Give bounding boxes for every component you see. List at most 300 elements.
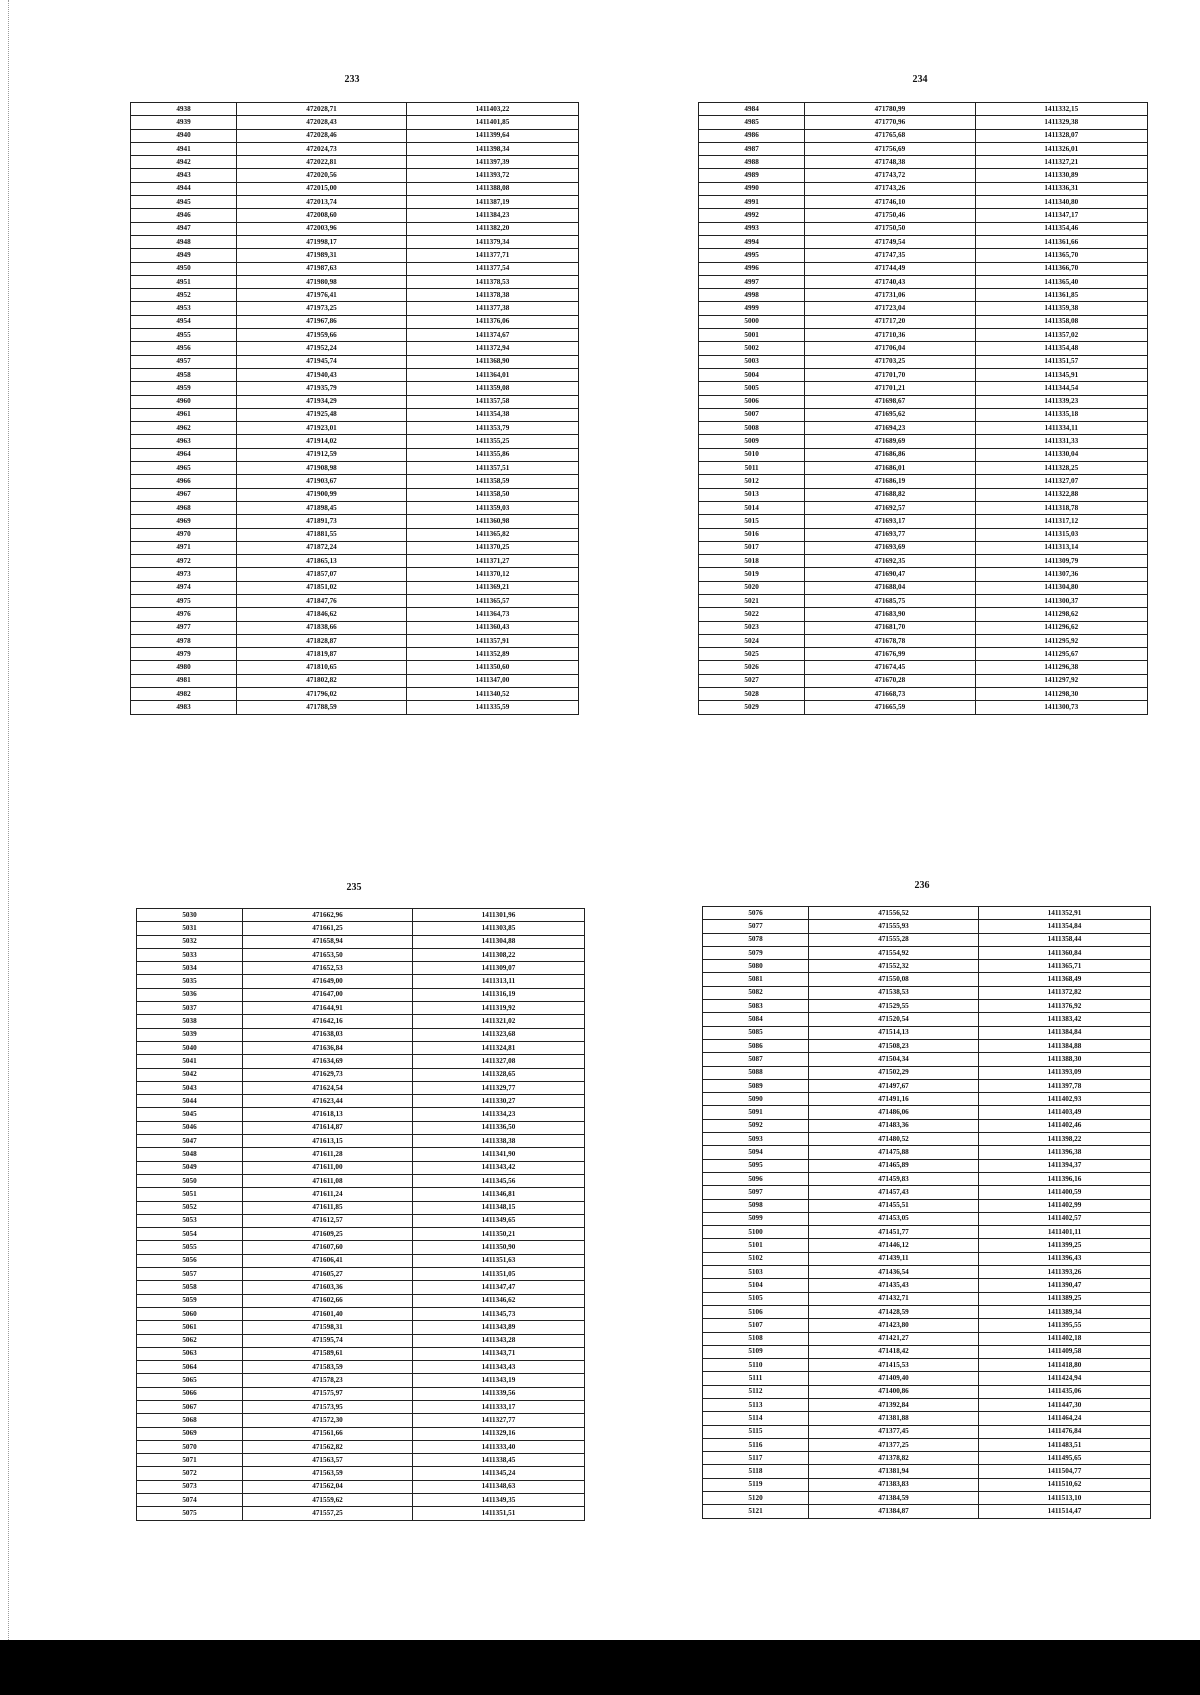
point-number-cell: 4966 [131,475,237,488]
x-coordinate-cell: 471601,40 [243,1307,413,1320]
y-coordinate-cell: 1411319,92 [413,1002,585,1015]
table-row [699,594,1148,607]
table-row [699,462,1148,475]
table-row [137,1174,585,1187]
table-row [131,648,579,661]
x-coordinate-cell: 471750,46 [805,209,975,222]
table-row [137,935,585,948]
table-row [703,1186,1151,1199]
x-coordinate-cell: 471819,87 [237,648,407,661]
table-row [699,422,1148,435]
y-coordinate-cell: 1411357,58 [407,395,579,408]
y-coordinate-cell: 1411393,09 [979,1066,1151,1079]
y-coordinate-cell: 1411343,89 [413,1321,585,1334]
point-number-cell: 5106 [703,1305,809,1318]
x-coordinate-cell: 471681,70 [805,621,975,634]
table-row [699,621,1148,634]
x-coordinate-cell: 471923,01 [237,422,407,435]
point-number-cell: 5043 [137,1081,243,1094]
table-row [703,1372,1151,1385]
x-coordinate-cell: 471508,23 [809,1039,979,1052]
point-number-cell: 5110 [703,1359,809,1372]
y-coordinate-cell: 1411368,90 [407,355,579,368]
y-coordinate-cell: 1411343,19 [413,1374,585,1387]
y-coordinate-cell: 1411321,02 [413,1015,585,1028]
point-number-cell: 5054 [137,1228,243,1241]
x-coordinate-cell: 471400,86 [809,1385,979,1398]
x-coordinate-cell: 471377,25 [809,1438,979,1451]
table-row [699,435,1148,448]
x-coordinate-cell: 471455,51 [809,1199,979,1212]
x-coordinate-cell: 471686,01 [805,462,975,475]
point-number-cell: 5039 [137,1028,243,1041]
point-number-cell: 5078 [703,933,809,946]
point-number-cell: 5051 [137,1188,243,1201]
table-row [699,608,1148,621]
scan-bottom-edge [0,1640,1200,1695]
x-coordinate-cell: 471744,49 [805,262,975,275]
table-row [131,196,579,209]
x-coordinate-cell: 471483,36 [809,1119,979,1132]
table-row [703,1465,1151,1478]
x-coordinate-cell: 471436,54 [809,1266,979,1279]
table-row [703,1345,1151,1358]
x-coordinate-cell: 471701,70 [805,368,975,381]
point-number-cell: 5096 [703,1172,809,1185]
table-row [137,988,585,1001]
x-coordinate-cell: 471613,15 [243,1135,413,1148]
y-coordinate-cell: 1411334,23 [413,1108,585,1121]
x-coordinate-cell: 471665,59 [805,701,975,714]
table-row [699,302,1148,315]
table-row [699,156,1148,169]
y-coordinate-cell: 1411358,08 [975,315,1147,328]
table-row [131,342,579,355]
y-coordinate-cell: 1411384,88 [979,1039,1151,1052]
y-coordinate-cell: 1411343,42 [413,1161,585,1174]
table-row [703,1172,1151,1185]
y-coordinate-cell: 1411365,70 [975,249,1147,262]
x-coordinate-cell: 471695,62 [805,408,975,421]
table-row [137,1015,585,1028]
y-coordinate-cell: 1411322,88 [975,488,1147,501]
point-number-cell: 5109 [703,1345,809,1358]
page-number: 233 [344,74,360,85]
table-row [131,594,579,607]
table-row [131,382,579,395]
x-coordinate-cell: 471415,53 [809,1359,979,1372]
table-row [699,355,1148,368]
table-row [131,688,579,701]
x-coordinate-cell: 471555,28 [809,933,979,946]
point-number-cell: 4993 [699,222,805,235]
x-coordinate-cell: 472008,60 [237,209,407,222]
x-coordinate-cell: 471638,03 [243,1028,413,1041]
x-coordinate-cell: 471731,06 [805,289,975,302]
table-row [703,1478,1151,1491]
table-row [703,907,1151,920]
x-coordinate-cell: 471583,59 [243,1361,413,1374]
table-row [703,1505,1151,1518]
point-number-cell: 4969 [131,515,237,528]
point-number-cell: 5053 [137,1214,243,1227]
point-number-cell: 5080 [703,960,809,973]
x-coordinate-cell: 471688,82 [805,488,975,501]
point-number-cell: 5037 [137,1002,243,1015]
point-number-cell: 4996 [699,262,805,275]
x-coordinate-cell: 471624,54 [243,1081,413,1094]
point-number-cell: 5089 [703,1079,809,1092]
x-coordinate-cell: 471796,02 [237,688,407,701]
point-number-cell: 5052 [137,1201,243,1214]
table-row [703,1039,1151,1052]
x-coordinate-cell: 471900,99 [237,488,407,501]
y-coordinate-cell: 1411333,40 [413,1440,585,1453]
x-coordinate-cell: 471572,30 [243,1414,413,1427]
x-coordinate-cell: 471502,29 [809,1066,979,1079]
y-coordinate-cell: 1411328,07 [975,129,1147,142]
x-coordinate-cell: 471392,84 [809,1398,979,1411]
table-row [131,289,579,302]
point-number-cell: 4998 [699,289,805,302]
table-row [703,1053,1151,1066]
point-number-cell: 4961 [131,408,237,421]
y-coordinate-cell: 1411307,36 [975,568,1147,581]
y-coordinate-cell: 1411324,81 [413,1041,585,1054]
table-row [699,488,1148,501]
x-coordinate-cell: 471693,69 [805,541,975,554]
x-coordinate-cell: 471685,75 [805,594,975,607]
x-coordinate-cell: 471686,86 [805,448,975,461]
point-number-cell: 5042 [137,1068,243,1081]
x-coordinate-cell: 471881,55 [237,528,407,541]
table-row [137,1414,585,1427]
y-coordinate-cell: 1411304,80 [975,581,1147,594]
point-number-cell: 5025 [699,648,805,661]
table-row [137,1228,585,1241]
x-coordinate-cell: 471945,74 [237,355,407,368]
point-number-cell: 4988 [699,156,805,169]
point-number-cell: 5065 [137,1374,243,1387]
point-number-cell: 4955 [131,329,237,342]
point-number-cell: 5100 [703,1226,809,1239]
y-coordinate-cell: 1411369,21 [407,581,579,594]
point-number-cell: 5101 [703,1239,809,1252]
y-coordinate-cell: 1411338,38 [413,1135,585,1148]
point-number-cell: 5121 [703,1505,809,1518]
point-number-cell: 5113 [703,1398,809,1411]
coordinates-table [702,906,1151,1519]
y-coordinate-cell: 1411483,51 [979,1438,1151,1451]
point-number-cell: 4999 [699,302,805,315]
point-number-cell: 5015 [699,515,805,528]
point-number-cell: 4945 [131,196,237,209]
table-row [699,701,1148,714]
table-row [131,395,579,408]
x-coordinate-cell: 471439,11 [809,1252,979,1265]
point-number-cell: 4960 [131,395,237,408]
y-coordinate-cell: 1411327,77 [413,1414,585,1427]
x-coordinate-cell: 471607,60 [243,1241,413,1254]
y-coordinate-cell: 1411371,27 [407,555,579,568]
y-coordinate-cell: 1411343,28 [413,1334,585,1347]
y-coordinate-cell: 1411359,08 [407,382,579,395]
table-row [137,1307,585,1320]
table-row [703,960,1151,973]
x-coordinate-cell: 471589,61 [243,1347,413,1360]
table-row [131,169,579,182]
x-coordinate-cell: 471554,92 [809,946,979,959]
x-coordinate-cell: 471377,45 [809,1425,979,1438]
x-coordinate-cell: 471480,52 [809,1133,979,1146]
table-row [699,555,1148,568]
y-coordinate-cell: 1411424,94 [979,1372,1151,1385]
y-coordinate-cell: 1411298,62 [975,608,1147,621]
table-row [703,1252,1151,1265]
x-coordinate-cell: 471504,34 [809,1053,979,1066]
point-number-cell: 5069 [137,1427,243,1440]
point-number-cell: 4959 [131,382,237,395]
table-row [131,674,579,687]
x-coordinate-cell: 471828,87 [237,634,407,647]
table-row [699,103,1148,116]
y-coordinate-cell: 1411300,73 [975,701,1147,714]
point-number-cell: 5082 [703,986,809,999]
x-coordinate-cell: 471668,73 [805,688,975,701]
y-coordinate-cell: 1411317,12 [975,515,1147,528]
y-coordinate-cell: 1411303,85 [413,922,585,935]
y-coordinate-cell: 1411298,30 [975,688,1147,701]
y-coordinate-cell: 1411476,84 [979,1425,1151,1438]
y-coordinate-cell: 1411388,08 [407,182,579,195]
x-coordinate-cell: 471693,77 [805,528,975,541]
point-number-cell: 5083 [703,1000,809,1013]
y-coordinate-cell: 1411357,02 [975,329,1147,342]
y-coordinate-cell: 1411301,96 [413,909,585,922]
table-row [703,1385,1151,1398]
point-number-cell: 5120 [703,1492,809,1505]
y-coordinate-cell: 1411435,06 [979,1385,1151,1398]
table-row [131,555,579,568]
table-row [137,1254,585,1267]
point-number-cell: 5117 [703,1452,809,1465]
y-coordinate-cell: 1411372,94 [407,342,579,355]
table-row [703,920,1151,933]
x-coordinate-cell: 471486,06 [809,1106,979,1119]
table-row [699,275,1148,288]
point-number-cell: 4972 [131,555,237,568]
table-row [703,1438,1151,1451]
table-row [131,262,579,275]
y-coordinate-cell: 1411384,84 [979,1026,1151,1039]
y-coordinate-cell: 1411409,58 [979,1345,1151,1358]
table-row [137,1161,585,1174]
point-number-cell: 5020 [699,581,805,594]
point-number-cell: 4976 [131,608,237,621]
table-row [137,1148,585,1161]
y-coordinate-cell: 1411330,04 [975,448,1147,461]
point-number-cell: 5115 [703,1425,809,1438]
x-coordinate-cell: 471381,88 [809,1412,979,1425]
y-coordinate-cell: 1411345,73 [413,1307,585,1320]
y-coordinate-cell: 1411352,91 [979,907,1151,920]
x-coordinate-cell: 471538,53 [809,986,979,999]
table-row [703,1079,1151,1092]
y-coordinate-cell: 1411347,00 [407,674,579,687]
point-number-cell: 4977 [131,621,237,634]
y-coordinate-cell: 1411345,91 [975,368,1147,381]
x-coordinate-cell: 471561,66 [243,1427,413,1440]
table-row [137,1374,585,1387]
point-number-cell: 5013 [699,488,805,501]
y-coordinate-cell: 1411328,25 [975,462,1147,475]
x-coordinate-cell: 471555,93 [809,920,979,933]
y-coordinate-cell: 1411418,80 [979,1359,1151,1372]
point-number-cell: 5028 [699,688,805,701]
x-coordinate-cell: 471872,24 [237,541,407,554]
x-coordinate-cell: 471770,96 [805,116,975,129]
table-row [699,116,1148,129]
x-coordinate-cell: 471432,71 [809,1292,979,1305]
point-number-cell: 5017 [699,541,805,554]
y-coordinate-cell: 1411351,63 [413,1254,585,1267]
y-coordinate-cell: 1411345,56 [413,1174,585,1187]
y-coordinate-cell: 1411348,63 [413,1480,585,1493]
table-row [137,1214,585,1227]
y-coordinate-cell: 1411364,73 [407,608,579,621]
table-row [703,1266,1151,1279]
table-row [131,275,579,288]
table-row [131,608,579,621]
point-number-cell: 5066 [137,1387,243,1400]
point-number-cell: 4938 [131,103,237,116]
point-number-cell: 5062 [137,1334,243,1347]
table-row [703,1226,1151,1239]
point-number-cell: 5108 [703,1332,809,1345]
table-row [703,1026,1151,1039]
x-coordinate-cell: 471618,13 [243,1108,413,1121]
x-coordinate-cell: 471644,91 [243,1002,413,1015]
y-coordinate-cell: 1411316,19 [413,988,585,1001]
table-row [131,661,579,674]
x-coordinate-cell: 471658,94 [243,935,413,948]
y-coordinate-cell: 1411399,25 [979,1239,1151,1252]
point-number-cell: 5032 [137,935,243,948]
y-coordinate-cell: 1411336,31 [975,182,1147,195]
y-coordinate-cell: 1411330,27 [413,1095,585,1108]
x-coordinate-cell: 471384,59 [809,1492,979,1505]
y-coordinate-cell: 1411313,14 [975,541,1147,554]
point-number-cell: 5023 [699,621,805,634]
point-number-cell: 5119 [703,1478,809,1491]
y-coordinate-cell: 1411354,84 [979,920,1151,933]
table-row [131,528,579,541]
table-row [703,1013,1151,1026]
x-coordinate-cell: 471998,17 [237,235,407,248]
y-coordinate-cell: 1411338,45 [413,1454,585,1467]
point-number-cell: 5085 [703,1026,809,1039]
x-coordinate-cell: 471465,89 [809,1159,979,1172]
point-number-cell: 5059 [137,1294,243,1307]
x-coordinate-cell: 471563,59 [243,1467,413,1480]
y-coordinate-cell: 1411350,90 [413,1241,585,1254]
x-coordinate-cell: 471529,55 [809,1000,979,1013]
y-coordinate-cell: 1411304,88 [413,935,585,948]
y-coordinate-cell: 1411346,81 [413,1188,585,1201]
point-number-cell: 5027 [699,674,805,687]
point-number-cell: 4944 [131,182,237,195]
table-row [131,501,579,514]
x-coordinate-cell: 472024,73 [237,142,407,155]
x-coordinate-cell: 471670,28 [805,674,975,687]
point-number-cell: 5071 [137,1454,243,1467]
y-coordinate-cell: 1411378,38 [407,289,579,302]
y-coordinate-cell: 1411361,85 [975,289,1147,302]
y-coordinate-cell: 1411360,98 [407,515,579,528]
point-number-cell: 5056 [137,1254,243,1267]
table-row [699,329,1148,342]
point-number-cell: 4952 [131,289,237,302]
x-coordinate-cell: 471556,52 [809,907,979,920]
y-coordinate-cell: 1411361,66 [975,235,1147,248]
table-row [703,986,1151,999]
x-coordinate-cell: 472028,46 [237,129,407,142]
y-coordinate-cell: 1411329,77 [413,1081,585,1094]
point-number-cell: 4956 [131,342,237,355]
x-coordinate-cell: 471898,45 [237,501,407,514]
y-coordinate-cell: 1411331,33 [975,435,1147,448]
x-coordinate-cell: 471435,43 [809,1279,979,1292]
table-row [699,249,1148,262]
y-coordinate-cell: 1411340,52 [407,688,579,701]
table-row [703,1412,1151,1425]
table-row [703,1212,1151,1225]
y-coordinate-cell: 1411328,65 [413,1068,585,1081]
y-coordinate-cell: 1411510,62 [979,1478,1151,1491]
point-number-cell: 4963 [131,435,237,448]
x-coordinate-cell: 471562,82 [243,1440,413,1453]
table-row [699,342,1148,355]
point-number-cell: 4979 [131,648,237,661]
point-number-cell: 5077 [703,920,809,933]
y-coordinate-cell: 1411313,11 [413,975,585,988]
y-coordinate-cell: 1411365,40 [975,275,1147,288]
y-coordinate-cell: 1411335,59 [407,701,579,714]
table-row [131,368,579,381]
y-coordinate-cell: 1411368,49 [979,973,1151,986]
y-coordinate-cell: 1411396,38 [979,1146,1151,1159]
x-coordinate-cell: 471686,19 [805,475,975,488]
x-coordinate-cell: 471765,68 [805,129,975,142]
point-number-cell: 5075 [137,1507,243,1520]
point-number-cell: 5008 [699,422,805,435]
table-row [131,448,579,461]
x-coordinate-cell: 471706,04 [805,342,975,355]
point-number-cell: 5011 [699,462,805,475]
point-number-cell: 4978 [131,634,237,647]
table-row [703,1119,1151,1132]
point-number-cell: 4954 [131,315,237,328]
x-coordinate-cell: 471384,87 [809,1505,979,1518]
point-number-cell: 4947 [131,222,237,235]
table-row [137,948,585,961]
y-coordinate-cell: 1411327,21 [975,156,1147,169]
point-number-cell: 4974 [131,581,237,594]
table-row [703,1492,1151,1505]
y-coordinate-cell: 1411354,38 [407,408,579,421]
x-coordinate-cell: 471642,16 [243,1015,413,1028]
table-row [137,1467,585,1480]
